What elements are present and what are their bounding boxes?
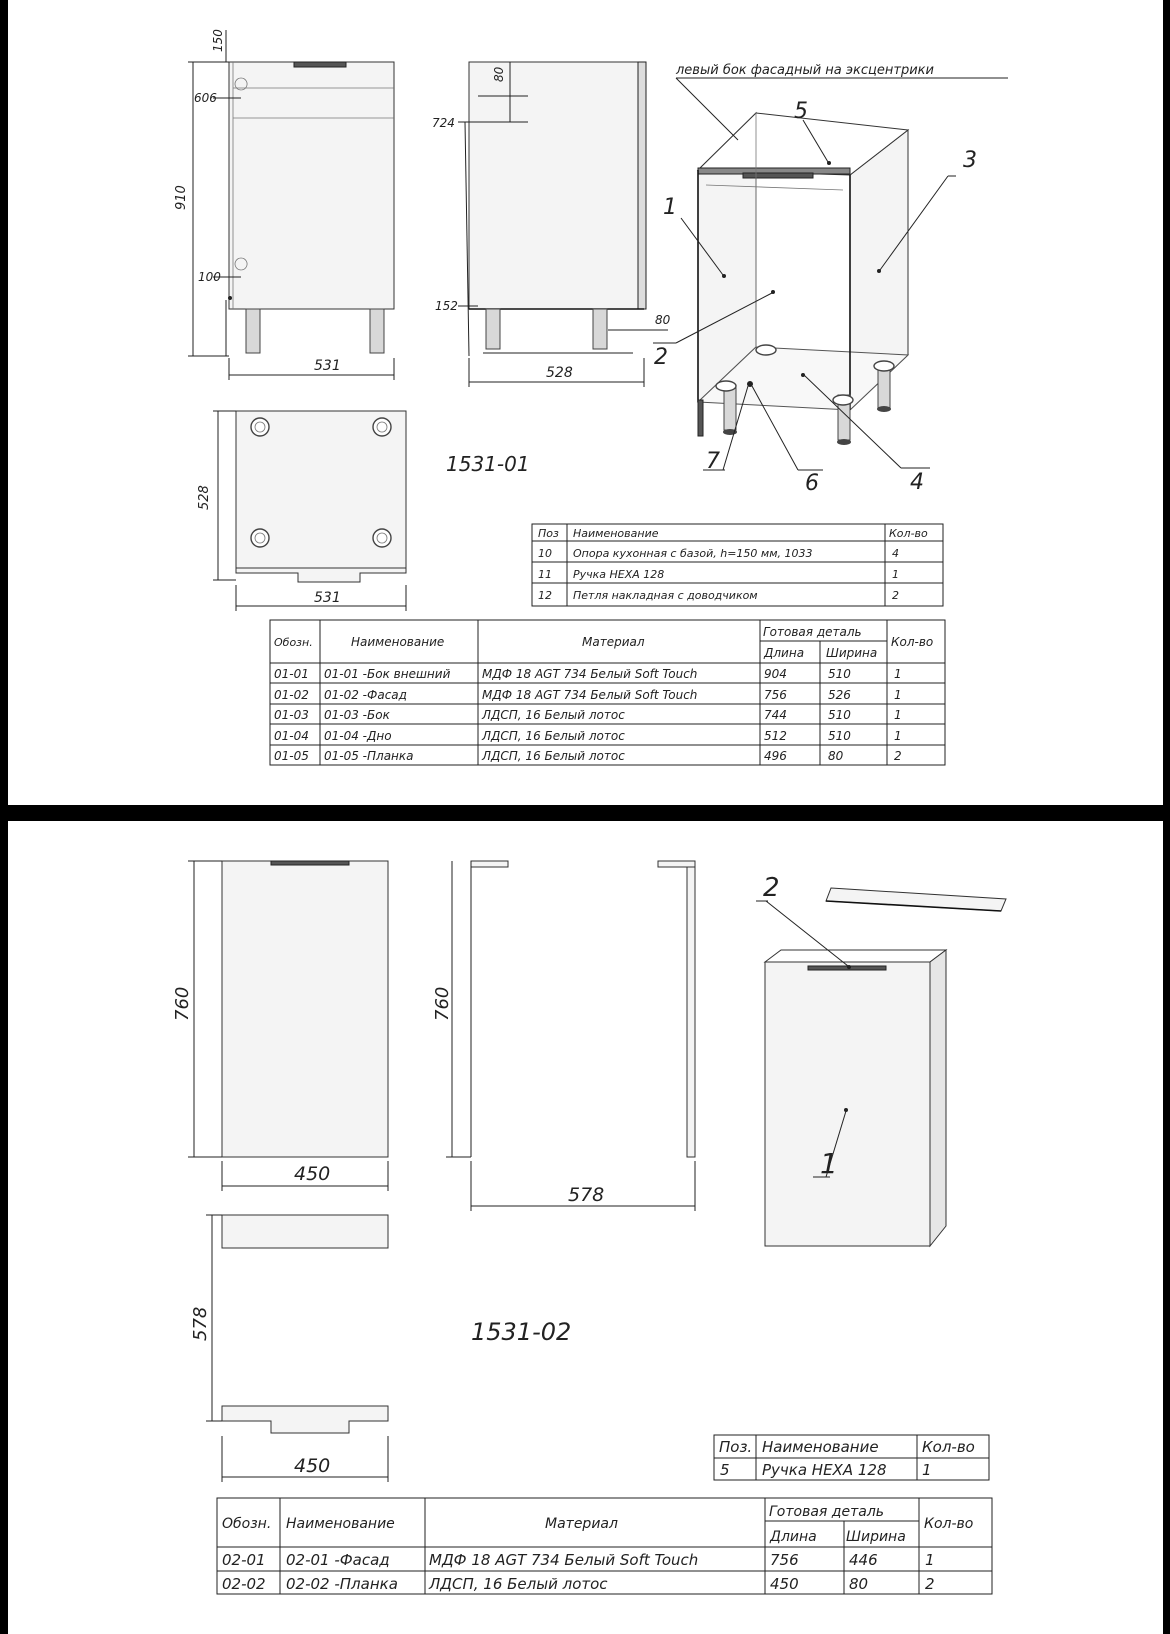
spec-cell: МДФ 18 AGT 734 Белый Soft Touch [429,1551,699,1569]
pos-label-1: 1 [663,195,677,220]
spec-cell: 2 [925,1575,935,1593]
spec-header-material: Материал [582,635,645,649]
parts-cell: 5 [720,1461,730,1479]
spec-cell: 2 [894,749,902,763]
spec-cell: 526 [828,688,851,702]
spec-cell: ЛДСП, 16 Белый лотос [482,749,625,763]
spec-header-code: Обозн. [274,636,313,649]
parts-cell: Ручка HEXA 128 [762,1461,887,1479]
dim-plan-depth: 528 [197,485,212,510]
dim-leg-inset: 80 [655,313,671,327]
parts-cell: 1 [892,568,899,581]
spec-cell: 904 [764,667,787,681]
spec-header-length: Длина [770,1529,817,1545]
spec-cell: ЛДСП, 16 Белый лотос [482,729,625,743]
spec-cell: 02-01 [222,1551,266,1569]
parts-header-pos: Поз [538,527,559,540]
spec-cell: 01-01 -Бок внешний [324,667,451,681]
parts-cell: 10 [538,547,552,560]
spec-cell: 1 [925,1551,935,1569]
spec-cell: 01-03 [274,708,309,722]
parts-cell: Опора кухонная с базой, h=150 мм, 1033 [573,547,813,560]
plan-view [236,411,406,582]
parts-cell: 1 [922,1461,932,1479]
isometric-view-2 [765,888,1006,1246]
spec-cell: 510 [828,708,851,722]
drawing-code: 1531-01 [446,452,530,476]
parts-cell: Петля накладная с доводчиком [573,589,758,602]
parts-header-pos: Поз. [719,1438,753,1456]
dim-side-height: 760 [432,986,453,1021]
spec-cell: 01-05 -Планка [324,749,414,763]
dim-side-height: 724 [432,116,455,130]
isometric-view [698,113,908,445]
front-view-2 [222,861,388,1157]
dim-height: 910 [174,185,189,210]
spec-cell: 1 [894,729,902,743]
spec-header-finished: Готовая деталь [763,625,862,639]
pos-label-7: 7 [706,449,720,474]
spec-header-width: Ширина [826,646,878,660]
spec-header-qty: Кол-во [924,1516,974,1532]
parts-cell: 4 [892,547,899,560]
parts-cell: 11 [538,568,552,581]
pos-label-2: 2 [763,873,780,903]
dim-hinge-top: 606 [194,91,217,105]
parts-cell: Ручка HEXA 128 [573,568,665,581]
parts-header-name: Наименование [573,527,659,540]
dim-leg-zone: 152 [435,299,458,313]
dim-hinge-bottom: 100 [198,270,221,284]
spec-header-code: Обозн. [222,1516,272,1532]
spec-cell: 756 [770,1551,799,1569]
spec-cell: 02-01 -Фасад [286,1551,390,1569]
sheet1-drawing [8,0,1163,805]
spec-cell: 744 [764,708,787,722]
dim-side-depth: 578 [568,1184,605,1206]
front-view [226,62,394,356]
spec-cell: 01-03 -Бок [324,708,390,722]
parts-table [532,524,943,606]
spec-cell: 01-04 [274,729,309,743]
spec-cell: 01-02 [274,688,309,702]
spec-cell: 01-02 -Фасад [324,688,407,702]
side-view-2 [471,861,695,1157]
spec-cell: 510 [828,667,851,681]
spec-cell: 80 [849,1575,869,1593]
drawing-sheet-1531-02 [8,821,1163,1634]
callout-left-side: левый бок фасадный на эксцентрики [676,63,934,78]
dim-side-depth: 528 [546,365,573,381]
pos-label-2: 2 [654,345,668,370]
spec-cell: 1 [894,708,902,722]
spec-header-length: Длина [764,646,805,660]
spec-table-2 [217,1498,992,1594]
spec-cell: 510 [828,729,851,743]
spec-cell: 01-04 -Дно [324,729,392,743]
spec-header-width: Ширина [846,1529,906,1545]
pos-label-4: 4 [910,470,924,495]
dim-front-width: 450 [294,1163,331,1185]
spec-cell: 496 [764,749,787,763]
plan-view-2 [222,1215,388,1433]
spec-cell: 450 [770,1575,799,1593]
dim-plan-depth: 578 [190,1306,211,1341]
spec-header-material: Материал [545,1516,618,1532]
side-view [469,62,646,353]
spec-cell: 1 [894,667,902,681]
parts-header-qty: Кол-во [922,1438,975,1456]
pos-label-5: 5 [794,99,808,124]
pos-label-1: 1 [820,1147,838,1180]
dim-leg-height: 150 [211,29,225,52]
dim-rail-offset: 80 [492,66,506,82]
spec-cell: 02-02 -Планка [286,1575,398,1593]
spec-cell: 1 [894,688,902,702]
sheet2-drawing [8,821,1163,1634]
spec-table [270,620,945,765]
dim-plan-width: 531 [314,590,341,606]
dim-front-width: 531 [314,358,341,374]
drawing-code: 1531-02 [471,1318,572,1346]
spec-header-finished: Готовая деталь [769,1504,885,1520]
plan-dims-2 [190,1215,388,1482]
spec-cell: МДФ 18 AGT 734 Белый Soft Touch [482,688,698,702]
spec-cell: 512 [764,729,787,743]
spec-cell: 756 [764,688,787,702]
dim-front-height: 760 [172,986,193,1021]
parts-header-name: Наименование [762,1438,879,1456]
spec-cell: 01-05 [274,749,309,763]
pos-label-6: 6 [805,471,819,496]
spec-cell: 01-01 [274,667,309,681]
spec-cell: 446 [849,1551,878,1569]
parts-table-2 [714,1435,989,1480]
pos-label-3: 3 [963,148,977,173]
spec-cell: МДФ 18 AGT 734 Белый Soft Touch [482,667,698,681]
spec-cell: 02-02 [222,1575,266,1593]
spec-header-qty: Кол-во [891,635,934,649]
parts-cell: 12 [538,589,552,602]
drawing-sheet-1531-01 [8,0,1163,805]
dim-plan-width: 450 [294,1455,331,1477]
parts-header-qty: Кол-во [889,527,928,540]
spec-cell: 80 [828,749,844,763]
spec-cell: ЛДСП, 16 Белый лотос [482,708,625,722]
spec-cell: ЛДСП, 16 Белый лотос [429,1575,608,1593]
parts-cell: 2 [892,589,899,602]
spec-header-name: Наименование [351,635,445,649]
spec-header-name: Наименование [286,1516,395,1532]
